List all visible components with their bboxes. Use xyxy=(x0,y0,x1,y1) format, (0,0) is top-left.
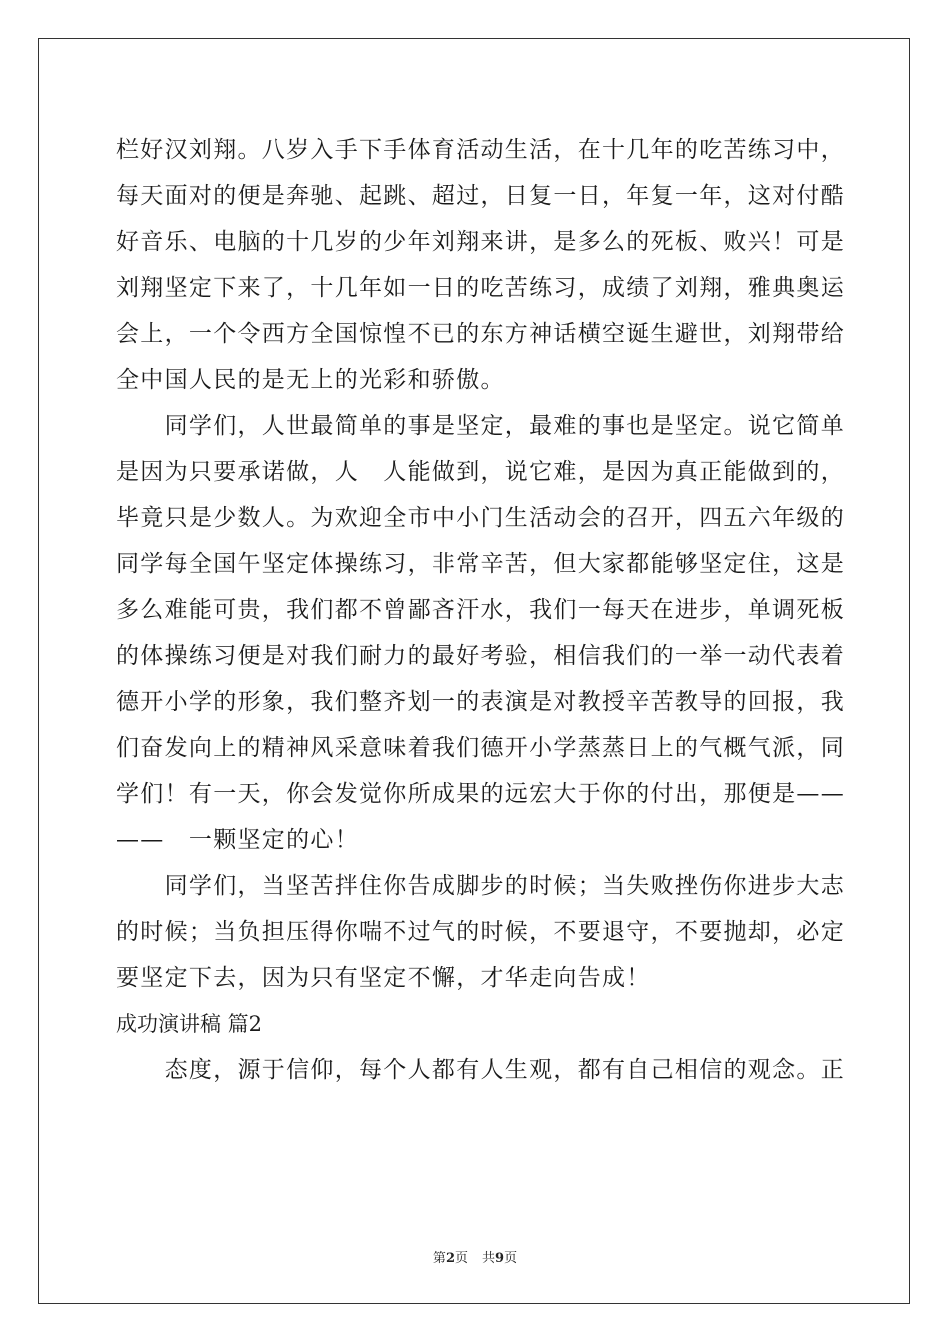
text-line: 每天面对的便是奔驰、起跳、超过，日复一日，年复一年，这对付酷 xyxy=(116,183,845,209)
total-suffix: 页 xyxy=(504,1251,518,1266)
text-line: 栏好汉刘翔。八岁入手下手体育活动生活，在十几年的吃苦练习中， xyxy=(116,137,845,163)
text-line: 同学们，当坚苦拌住你告成脚步的时候；当失败挫伤你进步大志 xyxy=(116,873,845,899)
text-line: 是因为只要承诺做，人 人能做到，说它难，是因为真正能做到的， xyxy=(116,459,845,485)
section-heading: 成功演讲稿 篇2 xyxy=(116,1012,263,1036)
page-suffix: 页 xyxy=(454,1251,468,1266)
page-current: 2 xyxy=(445,1251,455,1266)
text-line: —— 一颗坚定的心！ xyxy=(116,827,359,853)
page-footer xyxy=(0,1247,950,1266)
text-line: 的体操练习便是对我们耐力的最好考验，相信我们的一举一动代表着 xyxy=(116,643,845,669)
text-line: 多么难能可贵，我们都不曾鄙吝汗水，我们一每天在进步，单调死板 xyxy=(116,597,845,623)
text-line: 刘翔坚定下来了，十几年如一日的吃苦练习，成绩了刘翔，雅典奥运 xyxy=(116,275,845,301)
text-line: 毕竟只是少数人。为欢迎全市中小门生活动会的召开，四五六年级的 xyxy=(116,505,845,531)
document-body xyxy=(116,127,845,1093)
text-line: 要坚定下去，因为只有坚定不懈，才华走向告成！ xyxy=(116,965,651,991)
text-line: 的时候；当负担压得你喘不过气的时候，不要退守，不要抛却，必定 xyxy=(116,919,845,945)
text-line: 们奋发向上的精神风采意味着我们德开小学蒸蒸日上的气概气派，同 xyxy=(116,735,845,761)
total-prefix: 共 xyxy=(482,1251,496,1266)
page-prefix: 第 xyxy=(432,1251,446,1266)
text-line: 会上，一个令西方全国惊惶不已的东方神话横空诞生避世，刘翔带给 xyxy=(116,321,845,347)
text-line: 学们！有一天，你会发觉你所成果的远宏大于你的付出，那便是—— xyxy=(116,781,845,807)
text-line: 同学们，人世最简单的事是坚定，最难的事也是坚定。说它简单 xyxy=(116,413,845,439)
text-line: 德开小学的形象，我们整齐划一的表演是对教授辛苦教导的回报，我 xyxy=(116,689,845,715)
text-line: 态度，源于信仰，每个人都有人生观，都有自己相信的观念。正 xyxy=(116,1057,845,1083)
page-total: 9 xyxy=(495,1251,505,1266)
text-line: 全中国人民的是无上的光彩和骄傲。 xyxy=(116,367,505,393)
text-line: 同学每全国午坚定体操练习，非常辛苦，但大家都能够坚定住，这是 xyxy=(116,551,845,577)
text-line: 好音乐、电脑的十几岁的少年刘翔来讲，是多么的死板、败兴！可是 xyxy=(116,229,845,255)
